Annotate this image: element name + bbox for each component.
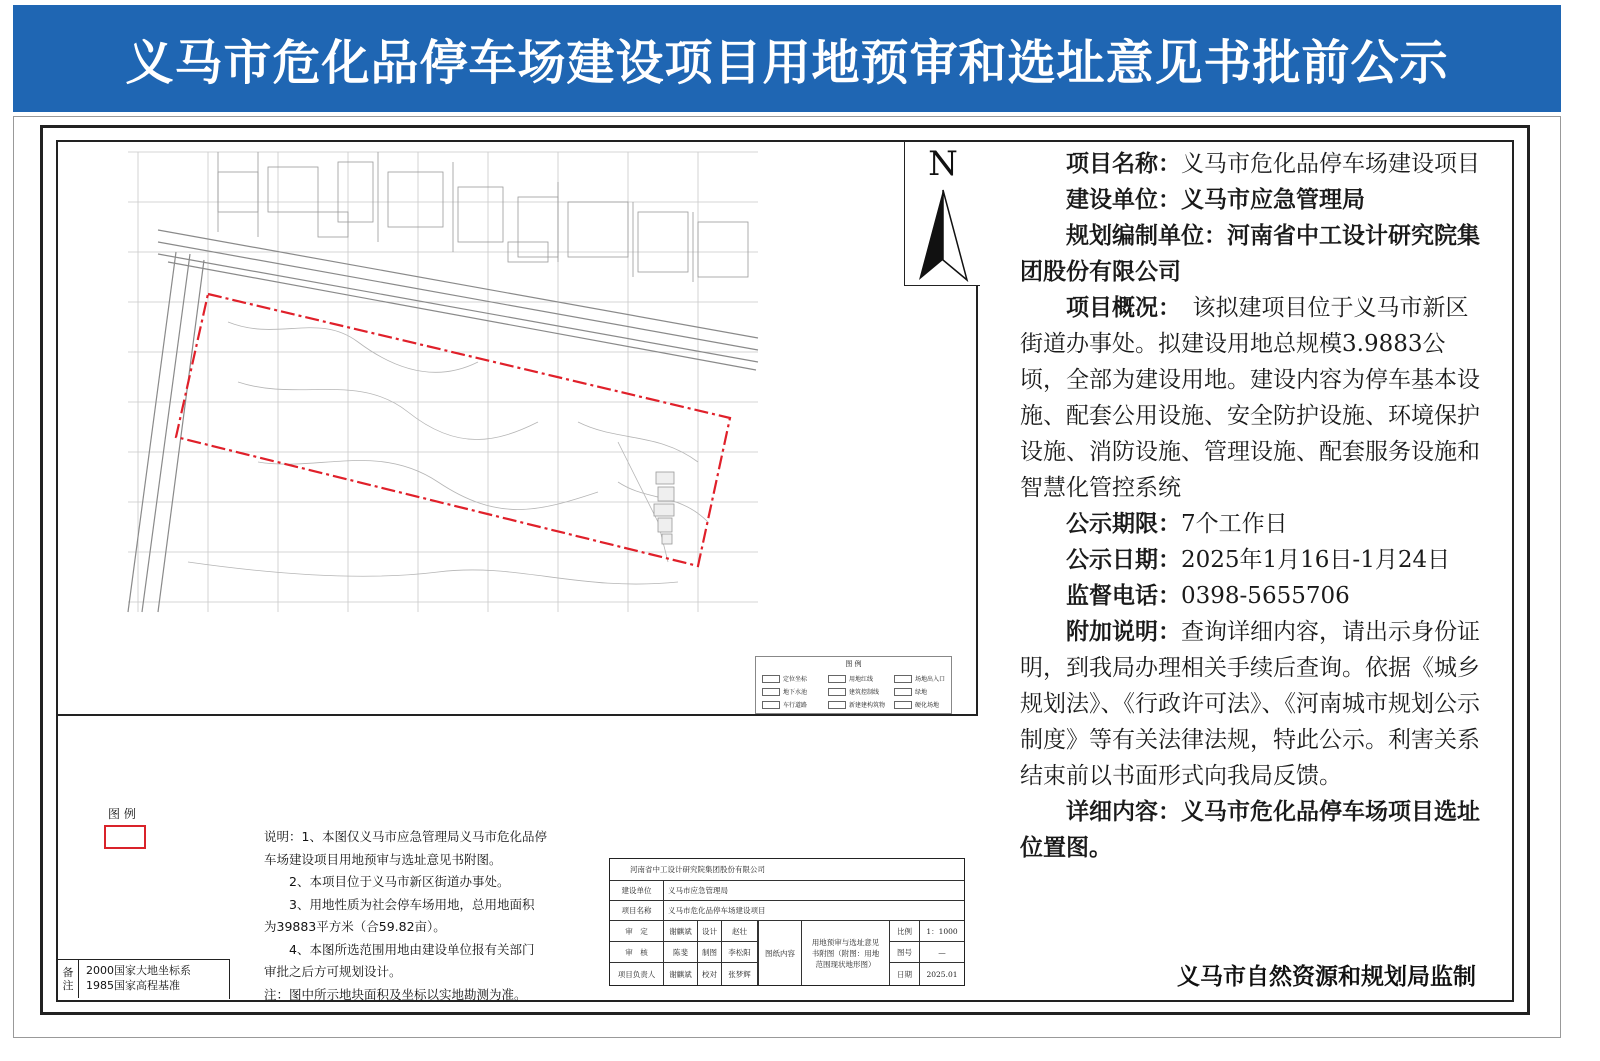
north-arrow-icon bbox=[905, 142, 981, 286]
map-legend-item bbox=[894, 674, 945, 683]
note-value: 查询详细内容，请出示身份证明，到我局办理相关手续后查询。依据《城乡规划法》、《行政许可法》、《河南城市规划公示制度》等有关法律法规，特此公示。利害关系结束前以书面形式向我局反馈。 bbox=[1020, 619, 1480, 789]
overview-row bbox=[1020, 290, 1490, 506]
coordinate-remark bbox=[58, 959, 230, 999]
map-legend-text: 场地出入口 bbox=[915, 676, 946, 683]
tb-content-value bbox=[802, 921, 890, 985]
builder-row bbox=[1020, 182, 1490, 218]
map-legend-text: 车行道路 bbox=[783, 702, 808, 709]
phone-row bbox=[1020, 578, 1490, 614]
map-legend-item bbox=[762, 687, 807, 696]
map-legend-title: 图 例 bbox=[845, 660, 862, 668]
page-title: 义马市危化品停车场建设项目用地预审和选址意见书批前公示 bbox=[125, 35, 1449, 91]
north-letter: N bbox=[928, 144, 958, 184]
planner-row bbox=[1020, 218, 1490, 290]
remark-label bbox=[58, 960, 79, 998]
map-legend-text: 新建建构筑物 bbox=[849, 702, 886, 709]
topographic-map bbox=[58, 142, 978, 716]
tb-proof-name: 张梦辉 bbox=[722, 963, 758, 985]
detail-row bbox=[1020, 794, 1490, 866]
note-line: 审批之后方可规划设计。 bbox=[264, 964, 402, 979]
overview-value: 该拟建项目位于义马市新区街道办事处。拟建设用地总规模3.9883公顷，全部为建设用地。建设内容为停车基本设施、配套公用设施、安全防护设施、环境保护设施、消防设施、管理设施、配套服务设施和智慧化管控系统 bbox=[1020, 295, 1480, 501]
tb-approve-label: 审 定 bbox=[610, 921, 664, 941]
detail-value: 义马市危化品停车场项目选址位置图。 bbox=[1020, 799, 1480, 861]
legend-swatch bbox=[762, 675, 780, 683]
page-header bbox=[13, 5, 1561, 112]
note-line: 2、本项目位于义马市新区街道办事处。 bbox=[264, 874, 510, 889]
tb-content-line: 用地预审与选址意见 bbox=[811, 937, 880, 947]
phone-value: 0398-5655706 bbox=[1181, 583, 1350, 609]
legend-swatch bbox=[828, 675, 846, 683]
map-legend-text: 定位坐标 bbox=[783, 676, 808, 683]
note-line: 为39883平方米（合59.82亩）。 bbox=[264, 919, 446, 934]
project-name-row bbox=[1020, 146, 1490, 182]
tb-no-label: 图号 bbox=[890, 942, 920, 962]
coordinate-values bbox=[86, 963, 191, 993]
note-label: 附加说明： bbox=[1066, 619, 1181, 645]
project-name-value: 义马市危化品停车场建设项目 bbox=[1181, 151, 1480, 177]
project-name-label: 项目名称： bbox=[1066, 151, 1181, 177]
tb-draw-label: 制图 bbox=[698, 942, 722, 962]
map-legend-item bbox=[894, 700, 939, 709]
tb-builder-label: 建设单位 bbox=[610, 881, 664, 900]
tb-proof-label: 校对 bbox=[698, 963, 722, 985]
overview-label: 项目概况： bbox=[1066, 295, 1170, 321]
map-legend-item bbox=[894, 687, 927, 696]
tb-check-label: 审 核 bbox=[610, 942, 664, 962]
tb-design-name: 赵壮 bbox=[722, 921, 758, 941]
tb-builder-value: 义马市应急管理局 bbox=[668, 886, 728, 895]
tb-builder-row bbox=[610, 881, 964, 901]
legend-label: 图 例 bbox=[108, 807, 136, 821]
title-block bbox=[609, 858, 965, 986]
drawing-notes bbox=[264, 826, 604, 1006]
planner-label: 规划编制单位： bbox=[1066, 223, 1227, 249]
date-label: 公示日期： bbox=[1066, 547, 1181, 573]
tb-company-row bbox=[610, 859, 964, 881]
notice-details bbox=[1020, 146, 1490, 866]
tb-scale-value: 1：1000 bbox=[926, 926, 958, 936]
tb-lead-name: 谢麒斌 bbox=[664, 963, 698, 985]
legend-swatch bbox=[894, 701, 912, 709]
note-line: 车场建设项目用地预审与选址意见书附图。 bbox=[264, 851, 502, 867]
builder-label: 建设单位： bbox=[1066, 187, 1181, 213]
note-line: 注：图中所示地块面积及坐标以实地勘测为准。 bbox=[264, 986, 527, 1002]
note-row bbox=[1020, 614, 1490, 794]
remark-label-2: 注 bbox=[62, 979, 74, 992]
note-line: 3、用地性质为社会停车场用地，总用地面积 bbox=[264, 896, 535, 912]
map-legend-text: 硬化场地 bbox=[915, 702, 940, 709]
coord-system: 2000国家大地坐标系 bbox=[86, 964, 191, 977]
period-row bbox=[1020, 506, 1490, 542]
map-legend-item bbox=[828, 700, 885, 709]
period-label: 公示期限： bbox=[1066, 511, 1181, 537]
tb-date-value: 2025.01 bbox=[926, 969, 958, 979]
legend-swatch bbox=[828, 701, 846, 709]
issuer-signature: 义马市自然资源和规划局监制 bbox=[1177, 964, 1476, 990]
site-map bbox=[58, 142, 978, 716]
tb-draw-name: 李松阳 bbox=[722, 942, 758, 962]
period-value: 7个工作日 bbox=[1181, 511, 1288, 537]
tb-scale-label: 比例 bbox=[890, 921, 920, 941]
tb-date-label: 日期 bbox=[890, 963, 920, 985]
tb-project-label: 项目名称 bbox=[610, 901, 664, 920]
phone-label: 监督电话： bbox=[1066, 583, 1181, 609]
tb-company: 河南省中工设计研究院集团股份有限公司 bbox=[630, 865, 765, 874]
tb-content-label: 图纸内容 bbox=[758, 921, 802, 985]
tb-design-label: 设计 bbox=[698, 921, 722, 941]
planner-value: 河南省中工设计研究院集团股份有限公司 bbox=[1020, 223, 1480, 285]
detail-label: 详细内容： bbox=[1066, 799, 1181, 825]
map-legend-text: 用地红线 bbox=[849, 676, 874, 683]
tb-no-value: — bbox=[938, 947, 946, 957]
map-legend-text: 绿地 bbox=[915, 689, 928, 696]
note-line: 说明：1、本图仅义马市应急管理局义马市危化品停 bbox=[264, 829, 547, 844]
legend-swatch bbox=[762, 688, 780, 696]
legend-red-box bbox=[104, 825, 146, 849]
north-arrow-box bbox=[904, 142, 980, 286]
tb-check-name: 陈斐 bbox=[664, 942, 698, 962]
map-legend-item bbox=[762, 700, 807, 709]
date-row bbox=[1020, 542, 1490, 578]
map-legend bbox=[755, 656, 952, 714]
date-value: 2025年1月16日-1月24日 bbox=[1181, 547, 1451, 573]
legend-swatch bbox=[762, 701, 780, 709]
remark-label-1: 备 bbox=[62, 966, 74, 979]
map-legend-item bbox=[828, 674, 873, 683]
legend-swatch bbox=[828, 688, 846, 696]
note-line: 4、本图所选范围用地由建设单位报有关部门 bbox=[264, 941, 535, 957]
tb-project-value: 义马市危化品停车场建设项目 bbox=[668, 906, 766, 915]
tb-project-row bbox=[610, 901, 964, 921]
tb-lead-label: 项目负责人 bbox=[610, 963, 664, 985]
elevation-datum: 1985国家高程基准 bbox=[86, 979, 180, 992]
legend-swatch bbox=[894, 688, 912, 696]
map-legend-item bbox=[762, 674, 807, 683]
tb-approve-name: 谢麒斌 bbox=[664, 921, 698, 941]
tb-content-line: 范围现状地形图） bbox=[815, 959, 876, 969]
map-legend-text: 建筑控制线 bbox=[849, 689, 880, 696]
legend-swatch bbox=[894, 675, 912, 683]
tb-content-line: 书附图（附图：用地 bbox=[811, 948, 880, 958]
builder-value: 义马市应急管理局 bbox=[1181, 187, 1365, 213]
map-legend-text: 地下水池 bbox=[783, 689, 808, 696]
map-legend-item bbox=[828, 687, 879, 696]
